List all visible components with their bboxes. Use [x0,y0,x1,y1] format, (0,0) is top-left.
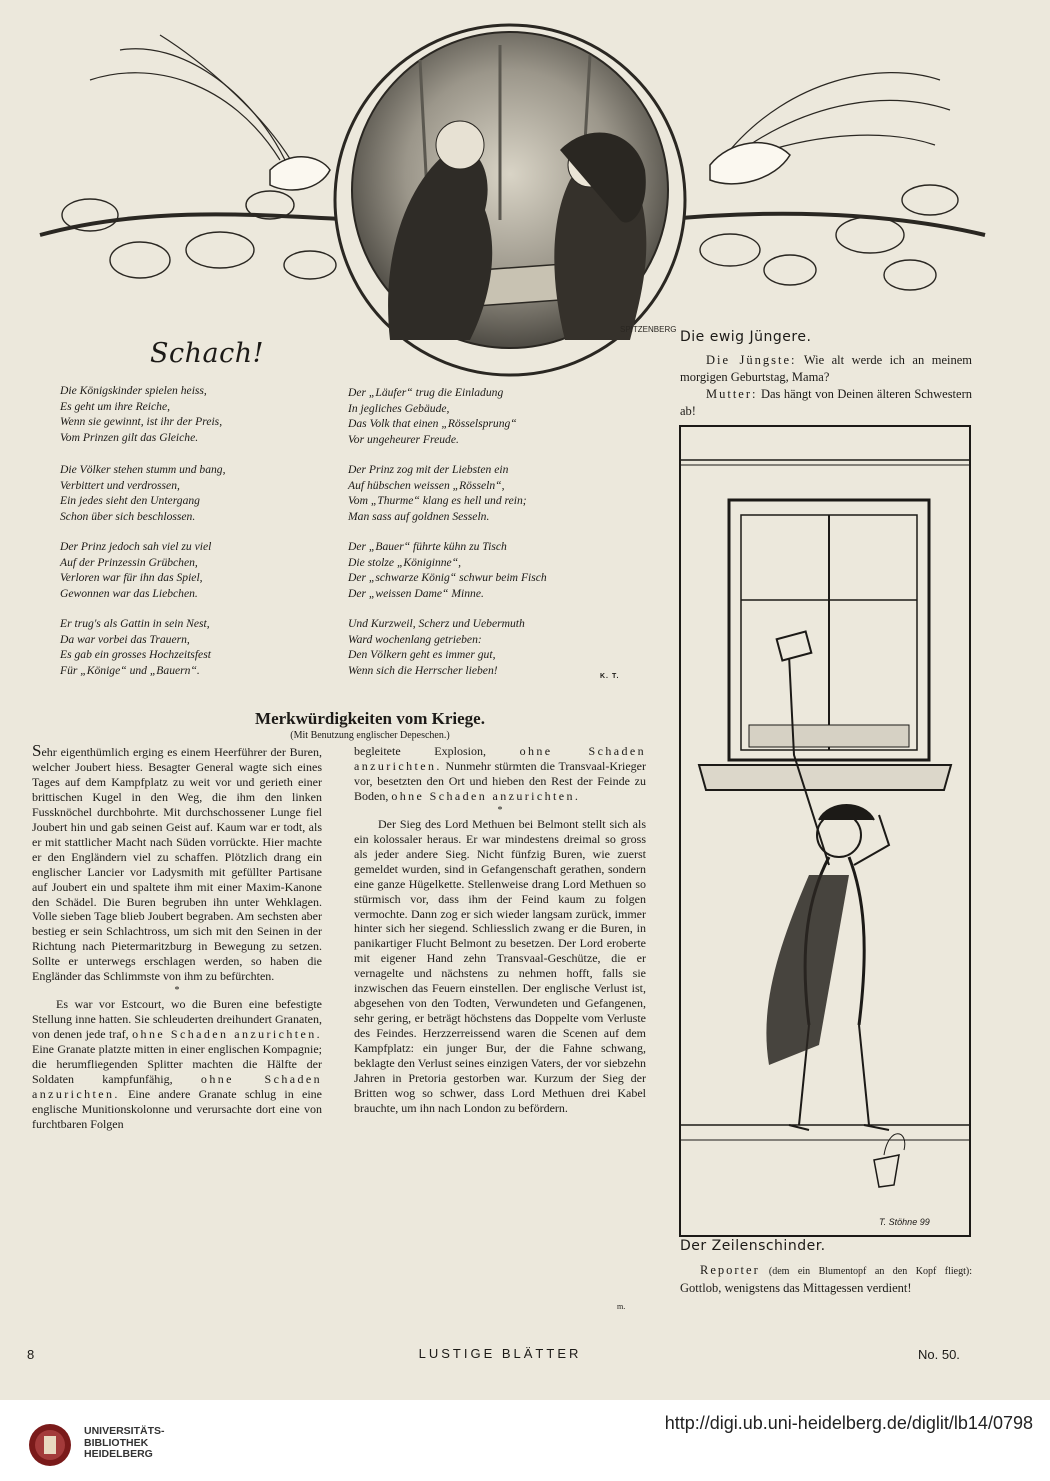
stage-direction: (dem ein Blumentopf an den Kopf fliegt): [768,1266,972,1277]
poem-stanza-left-4 [60,616,350,678]
spaced-emphasis: ohne Schaden anzurichten. [354,744,647,773]
article-paragraph: Der Sieg des Lord Methuen bei Belmont stellt sich als ein kolossaler heraus. Er war mindestens dreimal so gross als jeder andere Sieg. Nicht fünfzig Buren, wie zuerst gemeldet wurden, sind in Gefangenschaft gerathen, sondern eine ganze Hügelkette. Stellenweise drang Lord Methuen so stürmisch vor, dass ihm der Feind kaum zu folgen vermochte. Dann zog er sich wieder langsam zurück, immer hinter sich her siegend. Schliesslich zwang er die Buren, in panikartiger Flucht Belmont zu besetzen. Der Lord eroberte mit eigener Hand zehn Transvaal-Geschütze, die er vernagelte und nächstens zu nehmen hofft, falls sie inzwischen das Feuern einstellen. Der englische Verlust ist, abgesehen von den Todten, Verwundeten und Gefangenen, sehr gering, er beträgt höchstens das Doppelte vom Verluste des Feindes. Herzzerreissend waren die Scenen auf dem Kampfplatz: ein junger Bur, der die Fahne schwang, beklagte den Verlust seines einzigen Vaters, der vor siebzehn Jahren in Pretoria gestorben war. Kurzum der Sieg der Britten wog so schwer, dass Lord Methuen drei Kabel brauchte, um ihn nach London zu befördern. [354,816,646,1115]
dialogue-text: Das hängt von Deinen älteren Schwestern ab! [680,387,972,418]
poem-stanza-right-3 [348,539,638,601]
joke-title: Die ewig Jüngere. [680,329,812,345]
poem-line: Den Völkern geht es immer gut, [348,648,496,662]
magazine-name: LUSTIGE BLÄTTER [418,1346,582,1361]
paragraph-text: ehr eigenthümlich erging es einem Heerführer der Buren, welcher Joubert hiess. Besagter General wagte sich eines Tages auf dem Kampfplatz zu weit vor und gerieth einer brittischen Kugel in den Weg, die ihm den linken Fussknöchel durchbohrte. Mit durchschossener Lunge fiel Joubert hin und gab seinen Geist auf. Kaum war er todt, als er mit stattlicher Macht nach Süden vorrückte. Hier machte er den Engländern viel zu schaffen. Plötzlich drang ein englischer Lancier vor Ladysmith mit gefüllter Partisane auf Joubert ein und spaltete ihm mit einer Maxim-Kanone den Schädel. Die Buren begruben ihn unter Wehklagen. Volle sieben Tage blieb Joubert begraben. Am sechsten aber bestieg er sein Schlachtross, um sich mit den Seinen in der Richtung nach Pietermaritzburg in Bewegung zu setzen. Sollte er unterwegs erschlagen werden, so haben die Engländer das Schlimmste von ihm zu befürchten. [32,745,322,984]
poem-line: Man sass auf goldnen Sesseln. [348,509,490,523]
poem-line: In jegliches Gebäude, [348,401,450,415]
poem-line: Die stolze „Königinne“, [348,555,462,569]
poem-stanza-right-2 [348,462,638,524]
poem-line: Er trug's als Gattin in sein Nest, [60,617,210,630]
poem-stanza-right-4 [348,616,638,678]
poem-line: Für „Könige“ und „Bauern“. [60,663,200,677]
poem-line: Schon über sich beschlossen. [60,509,196,523]
poem-line: Der „Bauer“ führte kühn zu Tisch [348,540,507,553]
speaker-name: Reporter [700,1263,760,1277]
speaker-name: Mutter: [706,387,758,401]
poem-title: Schach! [150,338,264,369]
poem-stanza-left-2 [60,462,350,524]
spaced-emphasis: ohne Schaden anzurichten. [391,788,581,803]
poem-line: Wenn sie gewinnt, ist ihr der Preis, [60,415,223,429]
dialogue-text: Gottlob, wenigstens das Mittagessen verdient! [680,1281,912,1295]
poem-line: Ein jedes sieht den Untergang [60,494,200,508]
library-name-line: BIBLIOTHEK [84,1436,149,1449]
poem-line: Verbittert und verdrossen, [60,478,180,492]
poem-line: Der Prinz jedoch sah viel zu viel [60,540,212,553]
paragraph-text: Nunmehr stürmten die Transvaal-Krieger vor, besetzten den Ort und hieben den Rest der Feinde zu Boden, [354,758,646,803]
poem-line: Der „Läufer“ trug die Einladung [348,386,504,399]
paragraph-text: begleitete Explosion, [354,744,486,758]
poem-line: Verloren war für ihn das Spiel, [60,571,203,585]
section-separator: * [174,985,180,997]
poem-line: Gewonnen war das Liebchen. [60,586,198,600]
poem-line: Ward wochenlang getrieben: [348,632,482,646]
poem-signature: K. T. [600,673,620,680]
poem-line: Es gab ein grosses Hochzeitsfest [60,648,211,662]
joke-text [680,352,972,420]
page-number: 8 [27,1347,35,1362]
dialogue-text: Wie alt werde ich an meinem morgigen Geburtstag, Mama? [680,353,972,384]
paragraph-text: Es war vor Estcourt, wo die Buren eine befestigte Stellung inne hatten. Sie schleuderten dreihundert Granaten, von denen jede traf, [32,997,322,1042]
speaker-name: Die Jüngste: [706,353,797,367]
article-signature: m. [617,1302,626,1311]
poem-line: Auf hübschen weissen „Rösseln“, [348,478,505,492]
article-paragraph [32,741,322,984]
poem-line: Die Königskinder spielen heiss, [60,384,207,397]
poem-line: Es geht um ihre Reiche, [60,399,170,413]
joke-line [680,352,972,386]
poem-stanza-right-1 [348,385,638,447]
paragraph-text: Eine Granate platzte mitten in einer englischen Kompagnie; die herumfliegenden Splitter machten die Hälfte der Soldaten kampfunfähig, [32,1042,322,1087]
poem-line: Vom „Thurme“ klang es hell und rein; [348,494,527,508]
poem-line: Vom Prinzen gilt das Gleiche. [60,430,199,444]
poem-line: Wenn sich die Herrscher lieben! [348,663,498,677]
library-name-line: HEIDELBERG [84,1448,153,1460]
source-url-link[interactable]: http://digi.ub.uni-heidelberg.de/diglit/lb14/0798 [664,1413,1033,1433]
poem-line: Das Volk that einen „Rösselsprung“ [348,417,517,431]
university-seal-icon [27,1422,73,1468]
poem-line: Die Völker stehen stumm und bang, [60,463,226,476]
poem-line: Da war vorbei das Trauern, [60,632,190,646]
article-column-1 [32,741,323,1132]
poem-line: Auf der Prinzessin Grübchen, [60,555,198,569]
poem-stanza-left-3 [60,539,350,601]
article-column-2 [354,744,646,1116]
poem-line: Vor ungeheurer Freude. [348,432,459,446]
cartoon-title: Der Zeilenschinder. [680,1238,826,1254]
paragraph-text: Eine andere Granate schlug in eine englische Munitionskolonne und verursachte dort eine von furchtbaren Folgen [32,1086,323,1131]
library-name [84,1426,165,1461]
poem-stanza-left-1 [60,383,350,445]
cartoon-caption [680,1262,972,1296]
joke-line [680,386,972,420]
poem-line: Der Prinz zog mit der Liebsten ein [348,463,509,476]
poem-line: Und Kurzweil, Scherz und Uebermuth [348,617,525,630]
article-paragraph [354,744,646,804]
spaced-emphasis: ohne Schaden anzurichten. [132,1027,323,1042]
article-subtitle: (Mit Benutzung englischer Depeschen.) [290,730,450,741]
library-name-line: UNIVERSITÄTS- [84,1425,165,1437]
cartoon-artist-signature: T. Stöhne 99 [879,1217,930,1227]
poem-line: Der „weissen Dame“ Minne. [348,586,484,600]
section-separator: * [497,804,503,816]
article-title: Merkwürdigkeiten vom Kriege. [255,709,485,728]
reporter-cartoon [679,425,971,1237]
spaced-emphasis: ohne Schaden anzurichten. [32,1072,323,1101]
article-paragraph [32,997,322,1132]
issue-number: No. 50. [918,1347,960,1362]
poem-line: Der „schwarze König“ schwur beim Fisch [348,571,547,585]
illustration-signature: SPITZENBERG [620,325,677,334]
drop-cap: S [32,741,42,760]
chess-princesses-illustration [30,20,990,380]
